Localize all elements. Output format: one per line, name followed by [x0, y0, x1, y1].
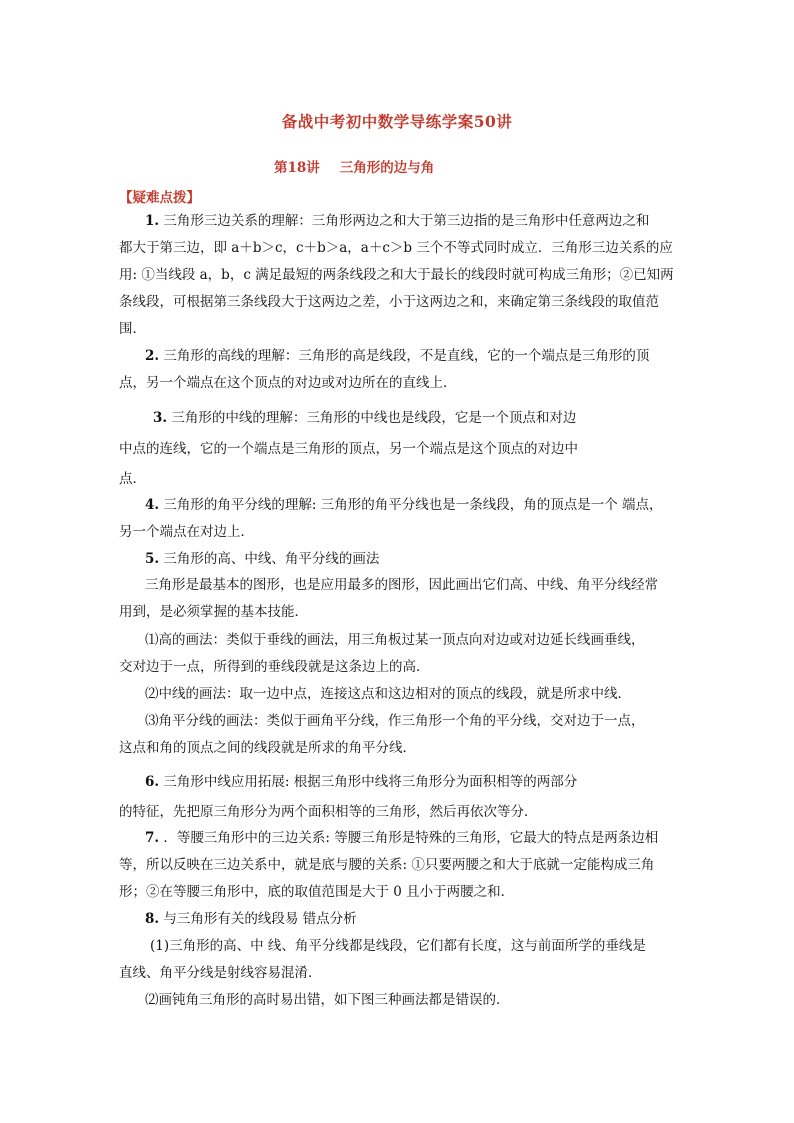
item-number: 5. [145, 551, 160, 567]
text-line [119, 320, 146, 338]
line-text: ⑴高的画法：类似于垂线的画法，用三角板过某一顶点向对边或对边延长线画垂线， [145, 632, 645, 648]
line-text: 点． [119, 471, 146, 487]
text-line [119, 239, 673, 257]
text-line [119, 883, 514, 901]
text-line [150, 937, 646, 955]
line-text: 三角形是最基本的图形，也是应用最多的图形，因此画出它们高、中线、角平分线经常 [145, 577, 658, 593]
text-line [119, 803, 538, 821]
line-text: 条线段，可根据第三条线段大于这两边之差，小于这两边之和，来确定第三条线段的取值范 [119, 294, 659, 310]
lesson-number: 第18讲 [274, 160, 320, 176]
line-text: 三角形的高线的理解：三角形的高是线段，不是直线，它的一个端点是三角形的顶 [159, 348, 650, 364]
text-line [145, 212, 649, 230]
item-number: 7. [145, 830, 160, 846]
item-number: 1. [145, 213, 160, 229]
line-text: 直线、角平分线是射线容易混淆． [119, 965, 322, 981]
item-number: 2. [145, 348, 160, 364]
line-text: 三角形的角平分线的理解: 三角形的角平分线也是一条线段，角的顶点是一个 端点， [159, 497, 663, 513]
document-title: 备战中考初中数学导练学案50讲 [281, 112, 513, 131]
text-line [119, 523, 254, 541]
line-text: 三角形的中线的理解：三角形的中线也是线段，它是一个顶点和对边 [167, 410, 577, 426]
line-text: 等，所以反映在三边关系中，就是底与腰的关系: ①只要两腰之和大于底就一定能构成三角 [119, 857, 655, 873]
item-number: 8. [145, 911, 160, 927]
item-number: 3. [153, 410, 168, 426]
text-line [145, 829, 658, 847]
text-line [145, 910, 357, 928]
line-text: 形；②在等腰三角形中，底的取值范围是大于 0 且小于两腰之和． [119, 884, 515, 900]
text-line [119, 739, 416, 757]
text-line [145, 631, 645, 649]
line-text: ⑶角平分线的画法：类似于画角平分线，作三角形一个角的平分线，交对边于一点， [145, 713, 645, 729]
item-number: 4. [145, 497, 160, 513]
section-heading: 【疑难点拨】 [119, 190, 200, 206]
line-text: 与三角形有关的线段易 错点分析 [159, 911, 357, 927]
text-line [119, 856, 654, 874]
line-text: 的特征，先把原三角形分为两个面积相等的三角形，然后再依次等分． [119, 804, 538, 820]
text-line [119, 658, 430, 676]
line-text: 这点和角的顶点之间的线段就是所求的角平分线． [119, 740, 416, 756]
text-line [153, 409, 576, 427]
line-text: ．等腰三角形中的三边关系: 等腰三角形是特殊的三角形，它最大的特点是两条边相 [159, 830, 659, 846]
text-line [119, 470, 146, 488]
item-number: 6. [145, 774, 160, 790]
text-line [145, 773, 577, 791]
line-text: 三角形的高、中线、角平分线的画法 [159, 551, 380, 567]
line-text: 都大于第三边，即 a＋b＞c，c＋b＞a，a＋c＞b 三个不等式同时成立．三角形三边关系的应 [119, 240, 673, 256]
line-text: ⑵画钝角三角形的高时易出错，如下图三种画法都是错误的． [145, 992, 510, 1008]
text-line [119, 440, 578, 458]
line-text: 点，另一个端点在这个顶点的对边或对边所在的直线上． [119, 375, 457, 391]
text-line [145, 496, 663, 514]
text-line [145, 712, 645, 730]
text-line [119, 293, 659, 311]
line-text: ⑵中线的画法：取一边中点，连接这点和这边相对的顶点的线段，就是所求中线． [145, 686, 631, 702]
line-text: 中点的连线，它的一个端点是三角形的顶点，另一个端点是这个顶点的对边中 [119, 441, 578, 457]
line-text: 三角形三边关系的理解：三角形两边之和大于第三边指的是三角形中任意两边之和 [159, 213, 650, 229]
line-text: 用到，是必须掌握的基本技能． [119, 604, 308, 620]
text-line [145, 347, 649, 365]
lesson-heading [274, 156, 434, 176]
line-text: 围． [119, 321, 146, 337]
text-line [119, 964, 322, 982]
text-line [119, 266, 674, 284]
text-line [119, 374, 457, 392]
text-line [145, 576, 658, 594]
text-line [145, 991, 510, 1009]
lesson-name: 三角形的边与角 [339, 160, 435, 176]
text-line [145, 550, 379, 568]
line-text: 三角形中线应用拓展: 根据三角形中线将三角形分为面积相等的两部分 [159, 774, 578, 790]
line-text: 用: ①当线段 a，b，c 满足最短的两条线段之和大于最长的线段时就可构成三角形；②已知两 [119, 267, 674, 283]
text-line [145, 685, 631, 703]
line-text: (1)三角形的高、中 线、角平分线都是线段，它们都有长度，这与前面所学的垂线是 [150, 938, 646, 954]
text-line [119, 603, 308, 621]
line-text: 另一个端点在对边上． [119, 524, 254, 540]
line-text: 交对边于一点，所得到的垂线段就是这条边上的高． [119, 659, 430, 675]
